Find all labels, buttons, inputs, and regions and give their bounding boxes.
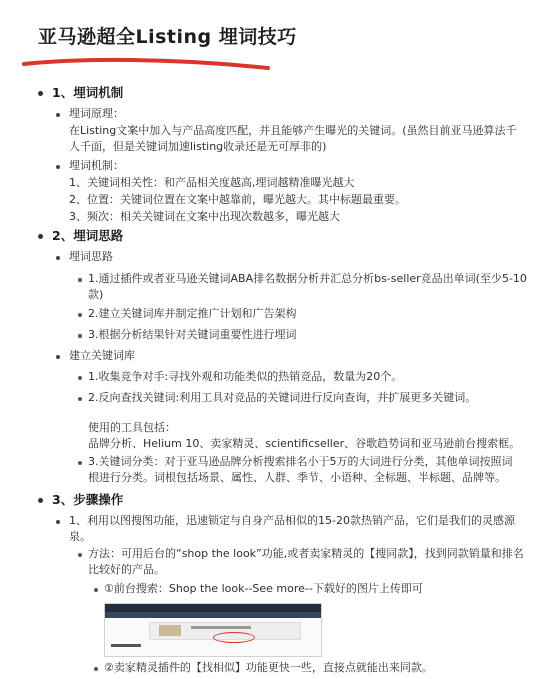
item-text: 方法：可用后台的“shop the look”功能,或者卖家精灵的【搜同款】，找到同款销量和排名	[88, 547, 524, 560]
item-text: 3.关键词分类：对于亚马逊品牌分析搜索排名小于5万的大词进行分类，其他单词按照词	[88, 455, 513, 468]
section-heading: 2、埋词思路	[52, 228, 124, 243]
item-text: 3、频次：相关关键词在文案中出现次数越多，曝光越大	[69, 210, 340, 223]
item-text: 款)	[88, 288, 104, 301]
item-text: 在Listing文案中加入与产品高度匹配，并且能够产生曝光的关键词。(虽然目前亚马逊算法千	[69, 124, 517, 137]
item-text: 3.根据分析结果针对关键词重要性进行埋词	[88, 328, 297, 341]
section-heading: 3、步骤操作	[52, 492, 124, 507]
item-label: 埋词机制：	[69, 159, 124, 172]
bullet-icon	[78, 278, 82, 282]
item-text: 2、位置：关键词位置在文案中越靠前，曝光越大。其中标题最重要。	[69, 193, 406, 206]
item-text: 2.建立关键词库并制定推广计划和广告架构	[88, 307, 297, 320]
tools-label: 使用的工具包括：	[88, 421, 176, 434]
item-text: 1、关键词相关性：和产品相关度越高,埋词越精准曝光越大	[69, 176, 355, 189]
item-text: ②卖家精灵插件的【找相似】功能更快一些，直接点就能出来同款。	[104, 661, 433, 674]
item-text: 1、利用以图搜图功能，迅速锁定与自身产品相似的15-20款热销产品，它们是我们的灵感源	[69, 514, 515, 527]
item-text: 1.收集竞争对手:寻找外观和功能类似的热销竞品，数量为20个。	[88, 370, 403, 383]
item-text: 根进行分类。词根包括场景、属性、人群、季节、小语种、全标题、半标题、品牌等。	[88, 471, 506, 484]
section-heading: 1、埋词机制	[52, 85, 124, 100]
item-label: 建立关键词库	[69, 349, 135, 362]
item-label: 埋词思路	[69, 250, 113, 263]
screenshot-thumbnail	[104, 603, 322, 657]
item-text: 泉。	[69, 530, 91, 543]
item-text: 1.通过插件或者亚马逊关键词ABA排名数据分析并汇总分析bs-seller竞品出单词(至少5-10	[88, 272, 527, 285]
item-text: 比较好的产品。	[88, 563, 165, 576]
bullet-icon	[78, 313, 82, 317]
bullet-icon	[78, 334, 82, 338]
bullet-icon	[38, 91, 43, 96]
tools-text: 品牌分析、Helium 10、卖家精灵、scientificseller、谷歌趋势词和亚马逊前台搜索框。	[88, 437, 521, 450]
item-text: 2.反向查找关键词:利用工具对竞品的关键词进行反向查询，并扩展更多关键词。	[88, 391, 477, 404]
bullet-icon	[94, 588, 98, 592]
title-underline	[22, 52, 272, 74]
bullet-icon	[38, 498, 43, 503]
item-label: 埋词原理：	[69, 107, 124, 120]
bullet-icon	[56, 165, 60, 169]
bullet-icon	[38, 234, 43, 239]
bullet-icon	[94, 667, 98, 671]
bullet-icon	[78, 461, 82, 465]
bullet-icon	[78, 553, 82, 557]
bullet-icon	[56, 113, 60, 117]
item-text: 人千面，但是关键词加速listing收录还是无可厚非的)	[69, 140, 327, 153]
bullet-icon	[78, 397, 82, 401]
page-title: 亚马逊超全Listing 埋词技巧	[38, 26, 297, 48]
bullet-icon	[56, 256, 60, 260]
bullet-icon	[56, 520, 60, 524]
bullet-icon	[56, 355, 60, 359]
item-text: ①前台搜索：Shop the look--See more--下载好的图片上传即可	[104, 582, 423, 595]
bullet-icon	[78, 376, 82, 380]
